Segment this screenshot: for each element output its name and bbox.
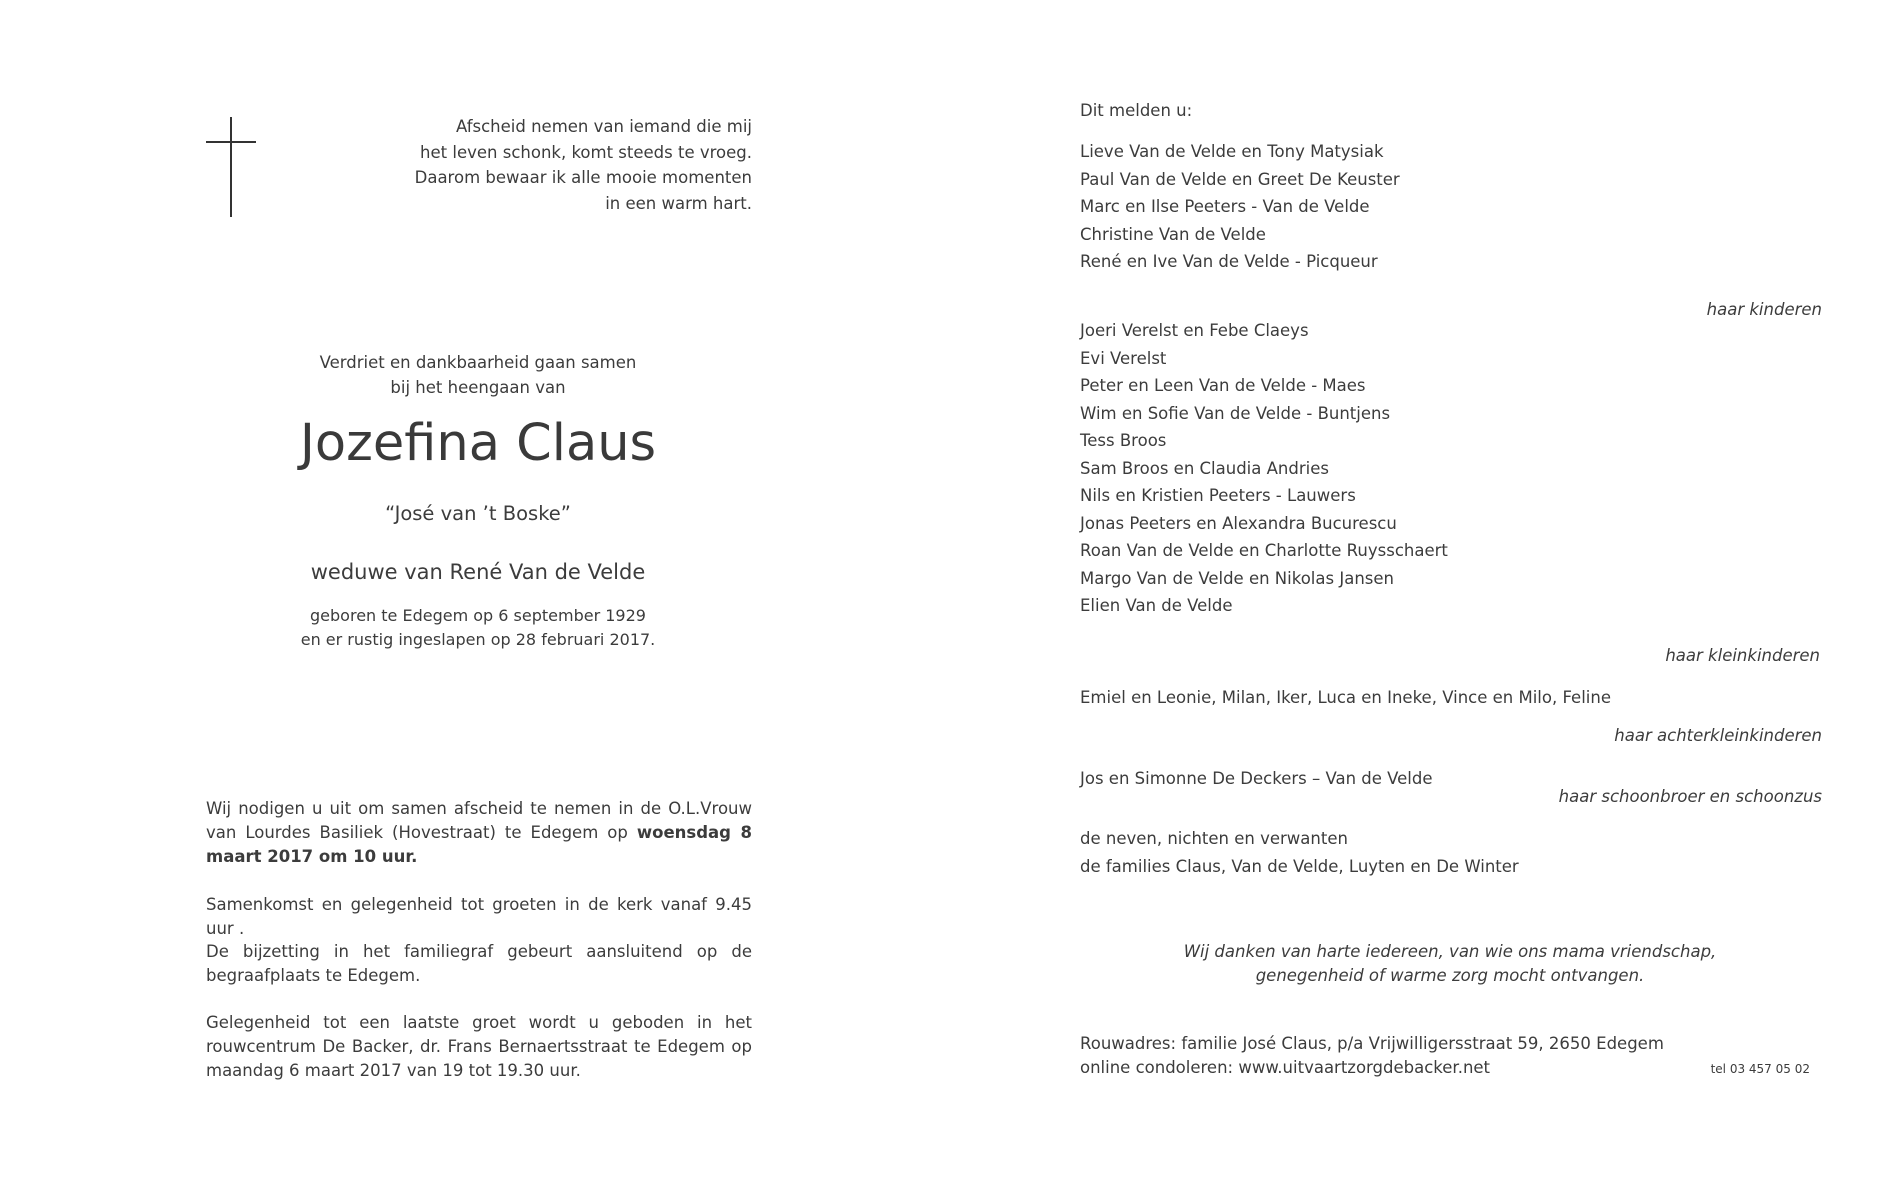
birth-line: geboren te Edegem op 6 september 1929 [310, 606, 646, 625]
deceased-nickname: “José van ’t Boske” [385, 502, 571, 525]
list-item: Nils en Kristien Peeters - Lauwers [1080, 486, 1356, 505]
list-item: Tess Broos [1080, 431, 1167, 450]
list-item: Christine Van de Velde [1080, 224, 1266, 244]
poem-line: Afscheid nemen van iemand die mij [456, 117, 752, 136]
death-line: en er rustig ingeslapen op 28 februari 2017. [300, 630, 656, 649]
list-item: Margo Van de Velde en Nikolas Jansen [1080, 568, 1394, 588]
grandchildren-label: haar kleinkinderen [1665, 646, 1820, 665]
mourning-address: Rouwadres: familie José Claus, p/a Vrijwilligersstraat 59, 2650 Edegem [1080, 1034, 1664, 1053]
phone-number: tel 03 457 05 02 [1710, 1062, 1810, 1076]
list-item: Peter en Leen Van de Velde - Maes [1080, 376, 1366, 395]
intro-text [268, 350, 688, 400]
in-laws: Jos en Simonne De Deckers – Van de Velde [1080, 769, 1433, 788]
list-item: Jonas Peeters en Alexandra Bucurescu [1080, 513, 1397, 533]
widow-of: weduwe van René Van de Velde [310, 560, 646, 584]
announce-heading: Dit melden u: [1080, 101, 1193, 120]
thanks-note [1080, 940, 1820, 988]
list-item: Paul Van de Velde en Greet De Keuster [1080, 169, 1400, 189]
list-item: Wim en Sofie Van de Velde - Buntjens [1080, 403, 1391, 423]
visitation-paragraph: Gelegenheid tot een laatste groet wordt u geboden in het rouwcentrum De Backer, dr. Frans Bernaertsstraat te Edegem op maandag 6 maart 2017 van 19 tot 19.30 uur. [206, 1013, 752, 1080]
list-item: Lieve Van de Velde en Tony Matysiak [1080, 142, 1384, 161]
great-grandchildren-label: haar achterkleinkinderen [1614, 726, 1822, 745]
life-dates [268, 604, 688, 652]
children-list [1080, 138, 1820, 276]
grandchildren-list [1080, 317, 1820, 620]
great-grandchildren: Emiel en Leonie, Milan, Iker, Luca en Ineke, Vince en Milo, Feline [1080, 688, 1611, 707]
invitation-text: Wij nodigen u uit om samen afscheid te nemen in de O.L.Vrouw van Lourdes Basiliek (Hovestraat) te Edegem op [206, 799, 752, 842]
invitation-date: woensdag 8 maart 2017 om 10 uur. [206, 823, 752, 866]
list-item: Marc en Ilse Peeters - Van de Velde [1080, 197, 1370, 216]
list-item: de families Claus, Van de Velde, Luyten en De Winter [1080, 856, 1519, 876]
list-item: Evi Verelst [1080, 348, 1167, 368]
list-item: Joeri Verelst en Febe Claeys [1080, 321, 1309, 340]
intro-line: bij het heengaan van [390, 378, 566, 397]
list-item: Roan Van de Velde en Charlotte Ruysschaert [1080, 541, 1448, 560]
in-laws-label: haar schoonbroer en schoonzus [1558, 787, 1822, 806]
list-item: René en Ive Van de Velde - Picqueur [1080, 252, 1378, 271]
poem [360, 114, 752, 216]
cross-icon [206, 117, 256, 217]
contact-block [1080, 1032, 1664, 1080]
list-item: de neven, nichten en verwanten [1080, 829, 1348, 848]
poem-line: Daarom bewaar ik alle mooie momenten [414, 168, 752, 187]
children-label: haar kinderen [1706, 300, 1822, 319]
thanks-line: Wij danken van harte iedereen, van wie ons mama vriendschap, [1183, 942, 1717, 961]
poem-line: het leven schonk, komt steeds te vroeg. [420, 142, 752, 162]
online-condolence: online condoleren: www.uitvaartzorgdebacker.net [1080, 1058, 1491, 1077]
relatives-list [1080, 825, 1820, 880]
thanks-line: genegenheid of warme zorg mocht ontvangen. [1255, 966, 1645, 985]
gathering-paragraph: Samenkomst en gelegenheid tot groeten in de kerk vanaf 9.45 uur . [206, 895, 752, 938]
intro-line: Verdriet en dankbaarheid gaan samen [319, 353, 637, 372]
list-item: Sam Broos en Claudia Andries [1080, 458, 1329, 478]
list-item: Elien Van de Velde [1080, 596, 1233, 615]
burial-paragraph: De bijzetting in het familiegraf gebeurt aansluitend op de begraafplaats te Edegem. [206, 942, 752, 985]
invitation-paragraph [206, 797, 752, 869]
deceased-name: Jozefina Claus [299, 414, 657, 473]
poem-line: in een warm hart. [605, 193, 752, 213]
